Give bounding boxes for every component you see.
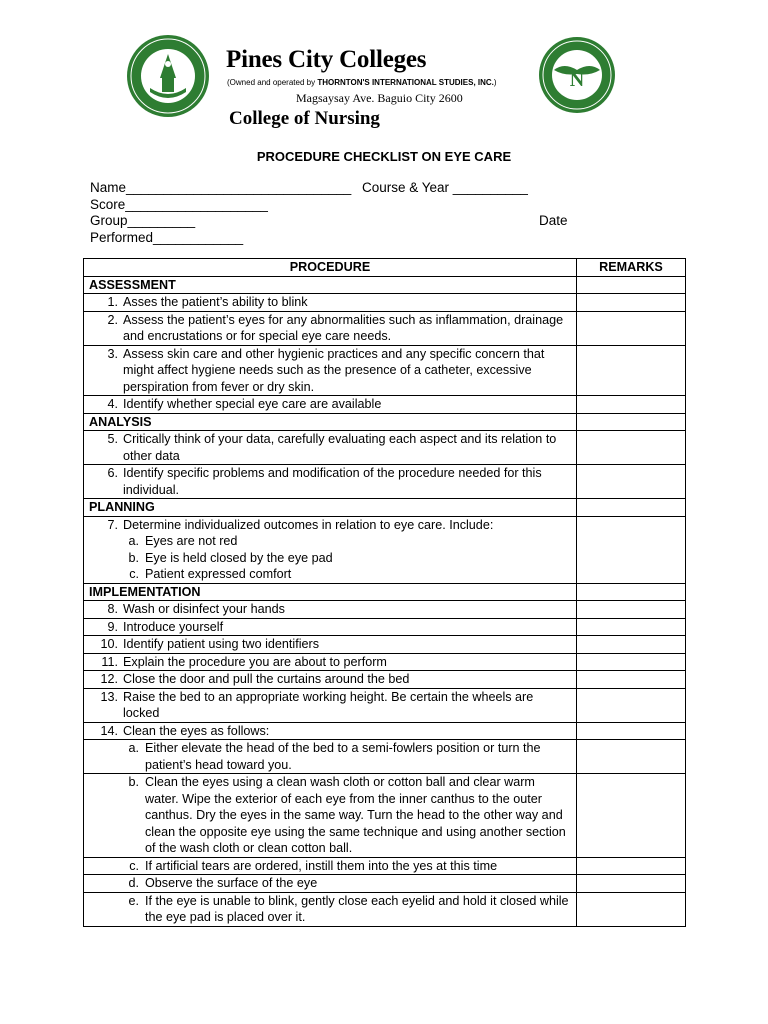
table-row bbox=[84, 653, 686, 671]
table-row bbox=[84, 601, 686, 619]
table-row bbox=[84, 516, 686, 583]
table-row bbox=[84, 465, 686, 499]
checklist-item: 14. Clean the eyes as follows: bbox=[100, 723, 270, 738]
performed-field[interactable]: Performed____________ bbox=[90, 230, 244, 245]
remarks-cell[interactable] bbox=[577, 722, 686, 740]
table-header-row bbox=[84, 259, 686, 277]
remarks-cell[interactable] bbox=[577, 857, 686, 875]
table-row bbox=[84, 618, 686, 636]
name-field[interactable]: Name______________________________ bbox=[90, 180, 352, 195]
remarks-cell[interactable] bbox=[577, 311, 686, 345]
score-field[interactable]: Score___________________ bbox=[90, 197, 268, 212]
checklist-subitem: b. Eye is held closed by the eye pad bbox=[128, 550, 333, 565]
checklist-subitem: a. Either elevate the head of the bed to a semi-fowlers position or turn the patient’s head toward you. bbox=[128, 741, 541, 772]
section-row bbox=[84, 413, 686, 431]
section-planning: PLANNING bbox=[84, 499, 577, 517]
remarks-cell[interactable] bbox=[577, 276, 686, 294]
checklist-item: 9. Introduce yourself bbox=[107, 619, 224, 634]
document-title: PROCEDURE CHECKLIST ON EYE CARE bbox=[256, 149, 512, 164]
table-row bbox=[84, 311, 686, 345]
college-address: Magsaysay Ave. Baguio City 2600 bbox=[296, 91, 463, 105]
table-row bbox=[84, 294, 686, 312]
date-field[interactable]: Date bbox=[539, 213, 568, 228]
department-name: College of Nursing bbox=[229, 108, 380, 129]
table-row bbox=[84, 857, 686, 875]
checklist-item: 13. Raise the bed to an appropriate working height. Be certain the wheels are locked bbox=[100, 689, 534, 720]
checklist-item: 4. Identify whether special eye care are available bbox=[107, 397, 382, 411]
remarks-cell[interactable] bbox=[577, 396, 686, 414]
table-row bbox=[84, 740, 686, 774]
section-row bbox=[84, 499, 686, 517]
remarks-cell[interactable] bbox=[577, 294, 686, 312]
course-year-field[interactable]: Course & Year __________ bbox=[362, 180, 528, 195]
table-row bbox=[84, 774, 686, 858]
checklist-subitem: c. If artificial tears are ordered, instill them into the yes at this time bbox=[129, 858, 498, 873]
remarks-cell[interactable] bbox=[577, 431, 686, 465]
section-row bbox=[84, 583, 686, 601]
section-row bbox=[84, 276, 686, 294]
remarks-cell[interactable] bbox=[577, 413, 686, 431]
table-row bbox=[84, 875, 686, 893]
college-of-nursing-seal-logo bbox=[538, 36, 616, 114]
section-analysis: ANALYSIS bbox=[84, 413, 577, 431]
checklist-subitem: d. Observe the surface of the eye bbox=[128, 876, 318, 890]
procedure-checklist-table bbox=[83, 258, 686, 927]
owned-by-line: (Owned and operated by THORNTON'S INTERNATIONAL STUDIES, INC.) bbox=[227, 78, 497, 87]
remarks-cell[interactable] bbox=[577, 671, 686, 689]
remarks-cell[interactable] bbox=[577, 875, 686, 893]
table-row bbox=[84, 636, 686, 654]
college-name: Pines City Colleges bbox=[226, 46, 427, 73]
group-field[interactable]: Group_________ bbox=[90, 213, 196, 228]
table-row bbox=[84, 892, 686, 926]
remarks-cell[interactable] bbox=[577, 499, 686, 517]
remarks-cell[interactable] bbox=[577, 601, 686, 619]
procedure-column-header: PROCEDURE bbox=[84, 259, 577, 277]
checklist-subitem: e. If the eye is unable to blink, gently close each eyelid and hold it closed while the eye pad is placed over it. bbox=[128, 893, 569, 924]
section-implementation: IMPLEMENTATION bbox=[84, 583, 577, 601]
remarks-cell[interactable] bbox=[577, 774, 686, 858]
remarks-cell[interactable] bbox=[577, 583, 686, 601]
pines-city-colleges-seal-logo bbox=[126, 34, 210, 118]
checklist-item: 8. Wash or disinfect your hands bbox=[107, 602, 285, 616]
checklist-item: 10. Identify patient using two identifiers bbox=[100, 637, 320, 651]
table-row bbox=[84, 345, 686, 396]
remarks-cell[interactable] bbox=[577, 516, 686, 583]
checklist-item: 6. Identify specific problems and modification of the procedure needed for this individual. bbox=[107, 466, 542, 497]
table-row bbox=[84, 688, 686, 722]
remarks-cell[interactable] bbox=[577, 740, 686, 774]
checklist-subitem: c. Patient expressed comfort bbox=[129, 567, 292, 581]
checklist-item: 3. Assess skin care and other hygienic practices and any specific concern that might affect hygiene needs such as the presence of a catheter, excessive perspiration from fever or dry skin. bbox=[107, 346, 545, 394]
table-row bbox=[84, 396, 686, 414]
checklist-subitem: b. Clean the eyes using a clean wash cloth or cotton ball and clear warm water. Wipe the exterior of each eye from the inner canthus to the outer canthus. Dry the eyes in the same way. Turn the head to the other way and clean the opposite eye using the same technique and using another section of the wash cloth or clean cotton ball. bbox=[128, 775, 566, 855]
checklist-item: 1. Asses the patient’s ability to blink bbox=[107, 295, 308, 309]
checklist-item: 7. Determine individualized outcomes in relation to eye care. Include: bbox=[107, 517, 494, 532]
remarks-cell[interactable] bbox=[577, 892, 686, 926]
remarks-cell[interactable] bbox=[577, 653, 686, 671]
checklist-item: 5. Critically think of your data, carefully evaluating each aspect and its relation to other data bbox=[107, 432, 557, 463]
checklist-item: 2. Assess the patient’s eyes for any abnormalities such as inflammation, drainage and encrustations or for special eye care needs. bbox=[107, 312, 564, 343]
checklist-item: 12. Close the door and pull the curtains around the bed bbox=[100, 672, 410, 686]
remarks-cell[interactable] bbox=[577, 688, 686, 722]
remarks-cell[interactable] bbox=[577, 345, 686, 396]
remarks-cell[interactable] bbox=[577, 636, 686, 654]
checklist-subitem: a. Eyes are not red bbox=[128, 534, 238, 548]
checklist-item: 11. Explain the procedure you are about to perform bbox=[101, 654, 387, 669]
table-row bbox=[84, 722, 686, 740]
section-assessment: ASSESSMENT bbox=[84, 276, 577, 294]
remarks-column-header: REMARKS bbox=[577, 259, 686, 277]
table-row bbox=[84, 431, 686, 465]
table-row bbox=[84, 671, 686, 689]
remarks-cell[interactable] bbox=[577, 618, 686, 636]
logo-initial: N bbox=[569, 69, 585, 91]
remarks-cell[interactable] bbox=[577, 465, 686, 499]
